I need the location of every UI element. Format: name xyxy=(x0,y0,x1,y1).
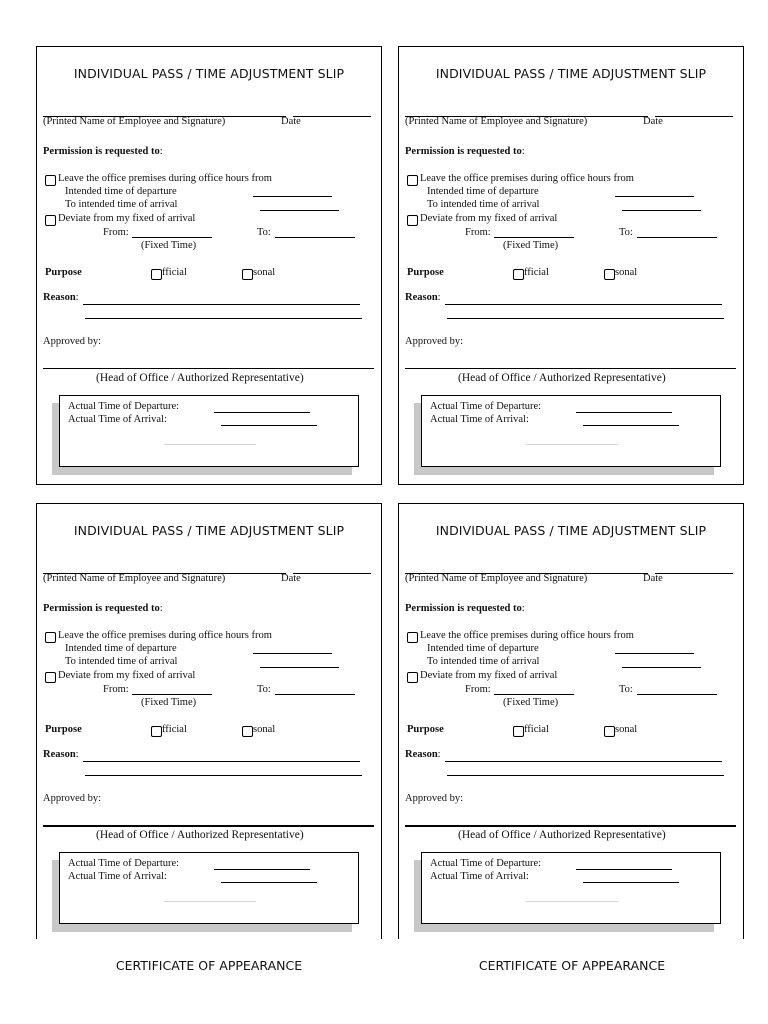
deviate-arrival-checkbox[interactable] xyxy=(407,672,418,683)
approver-signature-line[interactable] xyxy=(43,368,374,369)
head-of-office-label: (Head of Office / Authorized Representative) xyxy=(96,372,304,384)
date-label: Date xyxy=(643,573,663,584)
head-of-office-label: (Head of Office / Authorized Representative) xyxy=(96,829,304,841)
from-label: From: xyxy=(103,227,129,238)
head-of-office-label: (Head of Office / Authorized Representative) xyxy=(458,829,666,841)
from-line[interactable] xyxy=(494,694,574,695)
personal-checkbox[interactable] xyxy=(242,726,253,737)
actual-departure-label: Actual Time of Departure: xyxy=(430,401,542,412)
reason-line-1[interactable] xyxy=(83,304,360,305)
reason-colon: : xyxy=(75,749,79,760)
permission-heading xyxy=(405,603,525,614)
slip-title: INDIVIDUAL PASS / TIME ADJUSTMENT SLIP xyxy=(73,523,345,538)
official-label: fficial xyxy=(162,267,187,278)
fixed-time-label: (Fixed Time) xyxy=(503,697,559,708)
actual-time-box xyxy=(421,395,721,467)
reason-line-1[interactable] xyxy=(445,761,722,762)
actual-time-box xyxy=(421,852,721,924)
intended-arrival-label: To intended time of arrival xyxy=(65,656,178,667)
reason-colon: : xyxy=(75,292,79,303)
personal-label: sonal xyxy=(253,267,276,278)
slip-top-right xyxy=(398,46,744,485)
reason-heading xyxy=(43,292,79,303)
purpose-label: Purpose xyxy=(407,724,444,735)
reason-heading xyxy=(405,749,441,760)
actual-time-box xyxy=(59,852,359,924)
deviate-arrival-label: Deviate from my fixed of arrival xyxy=(58,213,196,224)
reason-line-1[interactable] xyxy=(445,304,722,305)
intended-arrival-line[interactable] xyxy=(260,667,339,668)
intended-departure-label: Intended time of departure xyxy=(427,186,539,197)
actual-arrival-line[interactable] xyxy=(221,882,317,883)
to-line[interactable] xyxy=(637,694,717,695)
intended-arrival-label: To intended time of arrival xyxy=(427,199,540,210)
to-label: To: xyxy=(619,684,633,695)
date-line[interactable] xyxy=(293,116,371,117)
actual-arrival-label: Actual Time of Arrival: xyxy=(68,414,167,425)
personal-label: sonal xyxy=(615,267,638,278)
permission-label: Permission is requested to xyxy=(43,603,160,614)
permission-heading xyxy=(43,146,163,157)
deviate-arrival-checkbox[interactable] xyxy=(407,215,418,226)
actual-time-box xyxy=(59,395,359,467)
actual-departure-label: Actual Time of Departure: xyxy=(68,858,180,869)
slip-top-left xyxy=(36,46,382,485)
personal-checkbox[interactable] xyxy=(242,269,253,280)
intended-departure-label: Intended time of departure xyxy=(427,643,539,654)
deviate-arrival-checkbox[interactable] xyxy=(45,672,56,683)
permission-heading xyxy=(405,146,525,157)
reason-heading xyxy=(405,292,441,303)
printed-name-label: (Printed Name of Employee and Signature) xyxy=(405,573,588,584)
reason-line-1[interactable] xyxy=(83,761,360,762)
deviate-arrival-checkbox[interactable] xyxy=(45,215,56,226)
deviate-arrival-label: Deviate from my fixed of arrival xyxy=(58,670,196,681)
slip-title: INDIVIDUAL PASS / TIME ADJUSTMENT SLIP xyxy=(435,523,707,538)
permission-label: Permission is requested to xyxy=(405,603,522,614)
actual-departure-line[interactable] xyxy=(214,869,310,870)
official-checkbox[interactable] xyxy=(513,269,524,280)
signature-placeholder-line xyxy=(526,901,618,902)
official-checkbox[interactable] xyxy=(513,726,524,737)
from-label: From: xyxy=(465,684,491,695)
actual-arrival-line[interactable] xyxy=(583,882,679,883)
intended-arrival-line[interactable] xyxy=(622,667,701,668)
permission-colon: : xyxy=(159,603,163,614)
actual-arrival-line[interactable] xyxy=(221,425,317,426)
permission-colon: : xyxy=(521,603,525,614)
printed-name-label: (Printed Name of Employee and Signature) xyxy=(43,573,226,584)
reason-line-2[interactable] xyxy=(85,318,362,319)
date-line[interactable] xyxy=(655,116,733,117)
slip-bottom-left xyxy=(36,503,382,939)
certificate-title-right: CERTIFICATE OF APPEARANCE xyxy=(478,958,666,973)
date-label: Date xyxy=(281,116,301,127)
date-label: Date xyxy=(281,573,301,584)
permission-label: Permission is requested to xyxy=(43,146,160,157)
date-line[interactable] xyxy=(655,573,733,574)
fixed-time-label: (Fixed Time) xyxy=(141,697,197,708)
approved-by-label: Approved by: xyxy=(43,336,102,347)
to-label: To: xyxy=(257,684,271,695)
official-checkbox[interactable] xyxy=(151,726,162,737)
head-of-office-label: (Head of Office / Authorized Representative) xyxy=(458,372,666,384)
certificate-title-left: CERTIFICATE OF APPEARANCE xyxy=(115,958,303,973)
from-label: From: xyxy=(103,684,129,695)
intended-departure-label: Intended time of departure xyxy=(65,643,177,654)
leave-premises-label: Leave the office premises during office hours from xyxy=(58,630,272,641)
date-label: Date xyxy=(643,116,663,127)
leave-premises-checkbox[interactable] xyxy=(45,175,56,186)
permission-label: Permission is requested to xyxy=(405,146,522,157)
actual-departure-line[interactable] xyxy=(214,412,310,413)
reason-line-2[interactable] xyxy=(85,775,362,776)
official-label: fficial xyxy=(162,724,187,735)
personal-checkbox[interactable] xyxy=(604,726,615,737)
actual-arrival-label: Actual Time of Arrival: xyxy=(430,414,529,425)
to-line[interactable] xyxy=(275,694,355,695)
leave-premises-label: Leave the office premises during office hours from xyxy=(420,630,634,641)
fixed-time-label: (Fixed Time) xyxy=(141,240,197,251)
to-label: To: xyxy=(257,227,271,238)
leave-premises-checkbox[interactable] xyxy=(407,632,418,643)
slip-title: INDIVIDUAL PASS / TIME ADJUSTMENT SLIP xyxy=(73,66,345,81)
intended-arrival-line[interactable] xyxy=(622,210,701,211)
approved-by-label: Approved by: xyxy=(405,336,464,347)
deviate-arrival-label: Deviate from my fixed of arrival xyxy=(420,213,558,224)
deviate-arrival-label: Deviate from my fixed of arrival xyxy=(420,670,558,681)
official-label: fficial xyxy=(524,724,549,735)
to-label: To: xyxy=(619,227,633,238)
date-line[interactable] xyxy=(293,573,371,574)
leave-premises-label: Leave the office premises during office hours from xyxy=(58,173,272,184)
from-line[interactable] xyxy=(132,237,212,238)
actual-departure-line[interactable] xyxy=(576,869,672,870)
reason-line-2[interactable] xyxy=(447,775,724,776)
purpose-label: Purpose xyxy=(407,267,444,278)
purpose-label: Purpose xyxy=(45,267,82,278)
fixed-time-label: (Fixed Time) xyxy=(503,240,559,251)
intended-departure-label: Intended time of departure xyxy=(65,186,177,197)
intended-arrival-label: To intended time of arrival xyxy=(427,656,540,667)
leave-premises-checkbox[interactable] xyxy=(407,175,418,186)
from-line[interactable] xyxy=(132,694,212,695)
approver-signature-line[interactable] xyxy=(43,825,374,827)
slip-title: INDIVIDUAL PASS / TIME ADJUSTMENT SLIP xyxy=(435,66,707,81)
intended-arrival-label: To intended time of arrival xyxy=(65,199,178,210)
actual-arrival-label: Actual Time of Arrival: xyxy=(430,871,529,882)
signature-placeholder-line xyxy=(164,444,256,445)
permission-colon: : xyxy=(521,146,525,157)
permission-colon: : xyxy=(159,146,163,157)
to-line[interactable] xyxy=(275,237,355,238)
signature-placeholder-line xyxy=(164,901,256,902)
permission-heading xyxy=(43,603,163,614)
intended-departure-line[interactable] xyxy=(253,196,332,197)
slip-bottom-right xyxy=(398,503,744,939)
actual-arrival-line[interactable] xyxy=(583,425,679,426)
from-line[interactable] xyxy=(494,237,574,238)
actual-departure-label: Actual Time of Departure: xyxy=(68,401,180,412)
intended-arrival-line[interactable] xyxy=(260,210,339,211)
leave-premises-checkbox[interactable] xyxy=(45,632,56,643)
reason-line-2[interactable] xyxy=(447,318,724,319)
reason-label: Reason xyxy=(43,292,76,303)
leave-premises-label: Leave the office premises during office hours from xyxy=(420,173,634,184)
reason-label: Reason xyxy=(405,749,438,760)
actual-departure-label: Actual Time of Departure: xyxy=(430,858,542,869)
printed-name-label: (Printed Name of Employee and Signature) xyxy=(405,116,588,127)
intended-departure-line[interactable] xyxy=(615,196,694,197)
purpose-label: Purpose xyxy=(45,724,82,735)
reason-colon: : xyxy=(437,292,441,303)
intended-departure-line[interactable] xyxy=(615,653,694,654)
printed-name-label: (Printed Name of Employee and Signature) xyxy=(43,116,226,127)
approver-signature-line[interactable] xyxy=(405,825,736,827)
actual-departure-line[interactable] xyxy=(576,412,672,413)
personal-checkbox[interactable] xyxy=(604,269,615,280)
reason-label: Reason xyxy=(405,292,438,303)
personal-label: sonal xyxy=(253,724,276,735)
actual-arrival-label: Actual Time of Arrival: xyxy=(68,871,167,882)
reason-label: Reason xyxy=(43,749,76,760)
official-label: fficial xyxy=(524,267,549,278)
approver-signature-line[interactable] xyxy=(405,368,736,369)
personal-label: sonal xyxy=(615,724,638,735)
intended-departure-line[interactable] xyxy=(253,653,332,654)
signature-placeholder-line xyxy=(526,444,618,445)
approved-by-label: Approved by: xyxy=(405,793,464,804)
reason-heading xyxy=(43,749,79,760)
to-line[interactable] xyxy=(637,237,717,238)
official-checkbox[interactable] xyxy=(151,269,162,280)
from-label: From: xyxy=(465,227,491,238)
approved-by-label: Approved by: xyxy=(43,793,102,804)
reason-colon: : xyxy=(437,749,441,760)
